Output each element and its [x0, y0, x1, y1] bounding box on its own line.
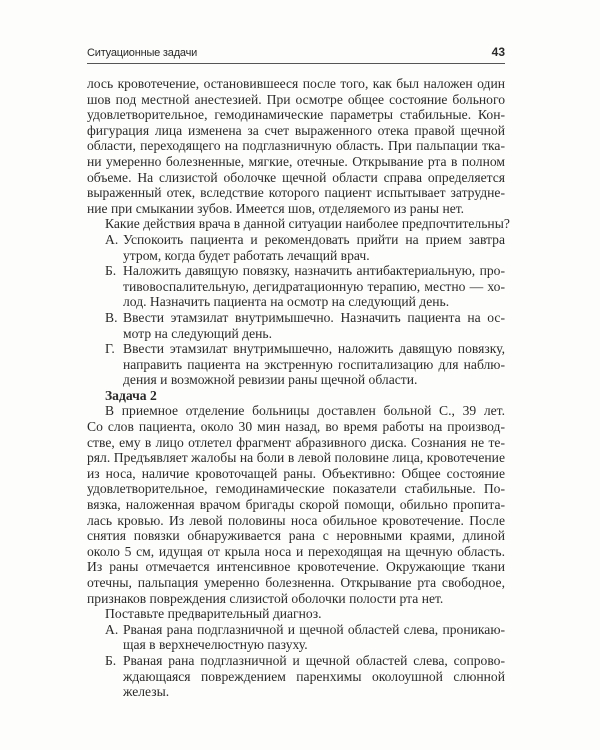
text-line: области, переходящего на подглазничную область. При пальпации тка-	[87, 138, 505, 154]
text-line: стве, ему в лицо отлетел фрагмент абразивного диска. Сознания не те-	[87, 434, 505, 450]
text-line: шов под местной анестезией. При осмотре общее состояние больного	[87, 91, 505, 107]
text-line: удовлетворительное, гемодинамические параметры стабильные. Кон-	[87, 107, 505, 123]
paragraph	[87, 606, 505, 622]
text-line: фигурация лица изменена за счет выраженного отека правой щечной	[87, 122, 505, 138]
text-line: лась кровью. Из левой половины носа обильное кровотечение. После	[87, 512, 505, 528]
text-line: отечны, пальпация умеренно болезненна. Открывание рта свободное,	[87, 575, 505, 590]
answer-option	[87, 263, 505, 310]
option-label: В.	[105, 309, 118, 325]
text-line: направить пациента на экстренную госпитализацию для наблю-	[123, 356, 505, 372]
text-line: Наложить давящую повязку, назначить антибактериальную, про-	[123, 263, 505, 279]
text-line: лось кровотечение, остановившееся после того, как был наложен один	[87, 76, 505, 91]
text-line: Ввести этамзилат внутримышечно. Назначить пациента на ос-	[123, 309, 505, 325]
text-line: В приемное отделение больницы доставлен больной С., 39 лет.	[105, 403, 505, 419]
text-line: из носа, наличие кровоточащей раны. Объективно: Общее состояние	[87, 465, 505, 481]
text-line: Рваная рана подглазничной и щечной областей слева, сопрово-	[123, 652, 505, 668]
text-line: Со слов пациента, около 30 мин назад, во время работы на производ-	[87, 419, 505, 435]
answer-option	[87, 232, 505, 263]
paragraph	[87, 403, 505, 606]
text-line: мотр на следующий день.	[123, 325, 273, 341]
answer-option	[87, 310, 505, 341]
option-label: А.	[105, 621, 119, 637]
option-label: Б.	[105, 652, 117, 668]
text-line: тивовоспалительную, дегидратационную терапию, местно — хо-	[123, 278, 505, 294]
text-line: удовлетворительное, гемодинамические показатели стабильные. По-	[87, 481, 505, 497]
text-line: утром, когда будет работать лечащий врач.	[123, 247, 370, 263]
text-line: вязка, наложенная врачом бригады скорой помощи, обильно пропита-	[87, 497, 505, 513]
text-line: ни умеренно болезненные, мягкие, отечные. Открывание рта в полном	[87, 153, 505, 169]
text-line: Ввести этамзилат внутримышечно, наложить давящую повязку,	[123, 341, 505, 357]
text-line: объеме. На слизистой оболочке щечной области справа определяется	[87, 169, 505, 185]
text-line: Из раны отмечается интенсивное кровотечение. Окружающие ткани	[87, 559, 505, 575]
running-header	[87, 44, 505, 64]
text-line: выраженный отек, вследствие которого пациент испытывает затрудне-	[87, 185, 505, 201]
text-line: признаков повреждения слизистой оболочки полости рта нет.	[87, 590, 444, 606]
answer-option	[87, 341, 505, 388]
text-line: железы.	[123, 684, 170, 700]
text-line: рял. Предъявляет жалобы на боли в левой половине лица, кровотечение	[87, 450, 505, 466]
option-label: А.	[105, 231, 119, 247]
text-line: Поставьте предварительный диагноз.	[105, 606, 322, 622]
text-line: щая в верхнечелюстную пазуху.	[123, 637, 308, 653]
text-line: ждающаяся повреждением паренхимы околоушной слюнной	[123, 668, 505, 684]
task-heading	[87, 388, 505, 404]
answer-option	[87, 622, 505, 653]
option-label: Б.	[105, 263, 117, 279]
option-label: Г.	[105, 341, 115, 357]
page-number: 43	[491, 45, 505, 59]
text-line: около 5 см, идущая от крыла носа и переходящая на щечную область.	[87, 543, 505, 559]
running-title: Ситуационные задачи	[87, 47, 198, 59]
text-line: Задача 2	[105, 387, 157, 403]
page-body	[87, 76, 510, 700]
text-line: лод. Назначить пациента на осмотр на следующий день.	[123, 294, 450, 310]
paragraph	[87, 216, 510, 232]
text-line: дения и возможной ревизии раны щечной области.	[123, 372, 418, 388]
text-line: снятия повязки обнаруживается рана с неровными краями, длиной	[87, 528, 505, 544]
text-line: Какие действия врача в данной ситуации наиболее предпочтительны?	[105, 216, 510, 232]
paragraph	[87, 76, 505, 216]
text-line: Успокоить пациента и рекомендовать прийти на прием завтра	[123, 231, 505, 247]
text-line: Рваная рана подглазничной и щечной областей слева, проникаю-	[123, 621, 505, 637]
text-line: ние при смыкании зубов. Имеется шов, отделяемого из раны нет.	[87, 200, 465, 216]
answer-option	[87, 653, 505, 700]
